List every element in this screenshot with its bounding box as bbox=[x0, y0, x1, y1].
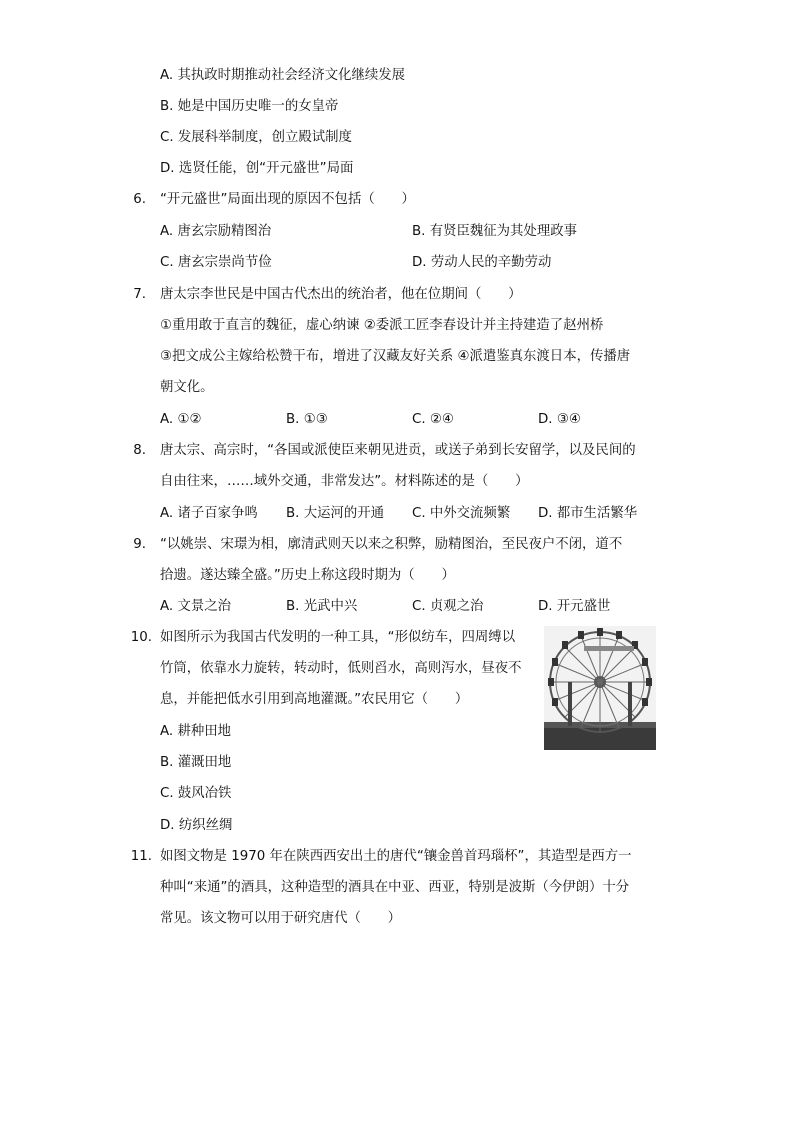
q7-option-c: C. ②④ bbox=[412, 412, 454, 427]
q10-option-a: A. 耕种田地 bbox=[160, 724, 231, 739]
q6-option-a: A. 唐玄宗励精图治 bbox=[160, 224, 272, 239]
q9-stem: “以姚崇、宋璟为相，廓清武则天以来之积弊，励精图治，至民夜户不闭，道不 bbox=[160, 537, 623, 552]
q6-stem: “开元盛世”局面出现的原因不包括（ ） bbox=[160, 192, 415, 207]
q7-stem: 唐太宗李世民是中国古代杰出的统治者，他在位期间（ ） bbox=[160, 287, 522, 302]
q7-number: 7. bbox=[133, 287, 146, 302]
q8-number: 8. bbox=[133, 443, 146, 458]
q9-option-d: D. 开元盛世 bbox=[538, 599, 611, 614]
q11-stem-line3: 常见。该文物可以用于研究唐代（ ） bbox=[160, 911, 402, 926]
q7-stem-line2: ①重用敢于直言的魏征，虚心纳谏 ②委派工匠李春设计并主持建造了赵州桥 bbox=[160, 318, 604, 333]
q7-stem-line3: ③把文成公主嫁给松赞干布，增进了汉藏友好关系 ④派遣鉴真东渡日本，传播唐 bbox=[160, 349, 631, 364]
water-wheel-image bbox=[544, 626, 656, 750]
q6-number: 6. bbox=[133, 192, 146, 207]
q8-option-a: A. 诸子百家争鸣 bbox=[160, 506, 258, 521]
q10-number: 10. bbox=[130, 630, 152, 645]
q11-stem: 如图文物是 1970 年在陕西西安出土的唐代“镶金兽首玛瑙杯”，其造型是西方一 bbox=[160, 849, 632, 864]
q10-option-d: D. 纺织丝绸 bbox=[160, 818, 233, 833]
q8-option-b: B. 大运河的开通 bbox=[286, 506, 385, 521]
q5-option-c: C. 发展科举制度，创立殿试制度 bbox=[160, 130, 352, 145]
q6-option-d: D. 劳动人民的辛勤劳动 bbox=[412, 255, 552, 270]
q7-option-d: D. ③④ bbox=[538, 412, 581, 427]
q11-number: 11. bbox=[130, 849, 152, 864]
q10-stem-line2: 竹筒，依靠水力旋转，转动时，低则舀水，高则泻水，昼夜不 bbox=[160, 661, 522, 676]
q10-stem: 如图所示为我国古代发明的一种工具，“形似纺车，四周缚以 bbox=[160, 630, 516, 645]
q5-option-a: A. 其执政时期推动社会经济文化继续发展 bbox=[160, 68, 406, 83]
q9-option-b: B. 光武中兴 bbox=[286, 599, 358, 614]
q9-option-c: C. 贞观之治 bbox=[412, 599, 484, 614]
q10-option-c: C. 鼓风冶铁 bbox=[160, 786, 232, 801]
water-wheel-icon bbox=[544, 626, 656, 750]
q6-option-c: C. 唐玄宗崇尚节俭 bbox=[160, 255, 272, 270]
q10-stem-line3: 息，并能把低水引用到高地灌溉。”农民用它（ ） bbox=[160, 692, 469, 707]
q9-number: 9. bbox=[133, 537, 146, 552]
q7-option-a: A. ①② bbox=[160, 412, 202, 427]
q8-stem: 唐太宗、高宗时，“各国或派使臣来朝见进贡，或送子弟到长安留学，以及民间的 bbox=[160, 443, 636, 458]
q5-option-d: D. 选贤任能，创“开元盛世”局面 bbox=[160, 161, 354, 176]
q8-option-d: D. 都市生活繁华 bbox=[538, 506, 638, 521]
q11-stem-line2: 种叫“来通”的酒具，这种造型的酒具在中亚、西亚，特别是波斯（今伊朗）十分 bbox=[160, 880, 630, 895]
q7-stem-line4: 朝文化。 bbox=[160, 380, 214, 395]
q9-option-a: A. 文景之治 bbox=[160, 599, 231, 614]
q7-option-b: B. ①③ bbox=[286, 412, 328, 427]
q6-option-b: B. 有贤臣魏征为其处理政事 bbox=[412, 224, 577, 239]
q5-option-b: B. 她是中国历史唯一的女皇帝 bbox=[160, 99, 339, 114]
q9-stem-line2: 拾遗。遂达臻全盛。”历史上称这段时期为（ ） bbox=[160, 568, 455, 583]
q8-option-c: C. 中外交流频繁 bbox=[412, 506, 511, 521]
q10-option-b: B. 灌溉田地 bbox=[160, 755, 232, 770]
q8-stem-line2: 自由往来，……域外交通，非常发达”。材料陈述的是（ ） bbox=[160, 474, 529, 489]
